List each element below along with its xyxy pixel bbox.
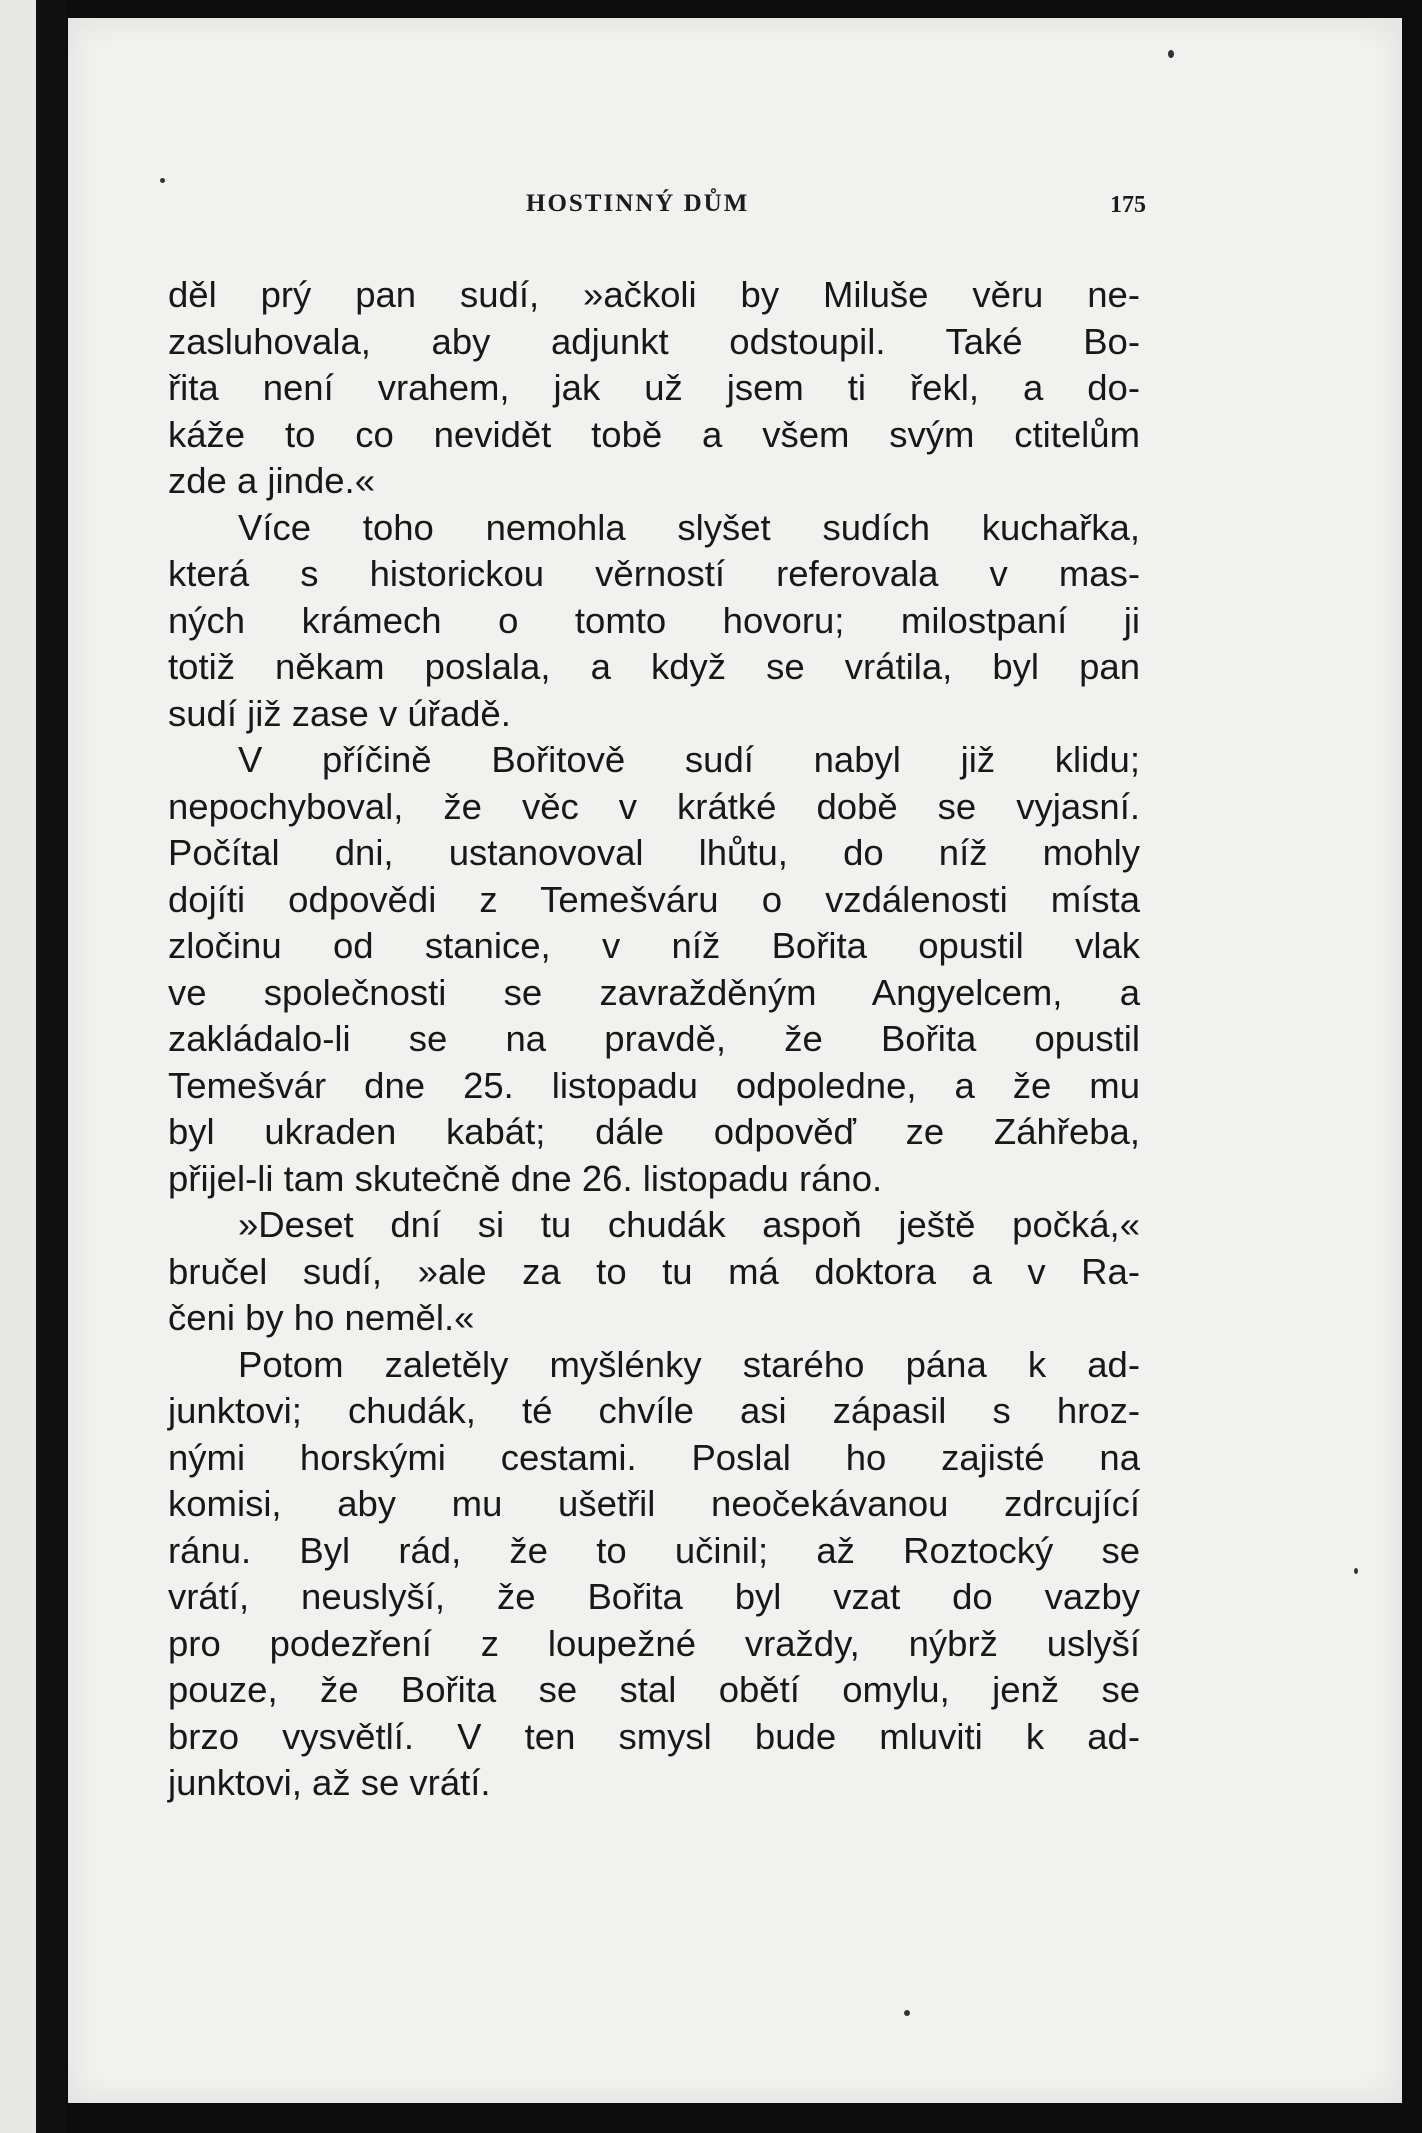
running-head: HOSTINNÝ DŮM bbox=[526, 190, 750, 217]
text-line: junktovi; chudák, té chvíle asi zápasil s hroz- bbox=[168, 1390, 1140, 1431]
text-line: byl ukraden kabát; dále odpověď ze Záhřeba, bbox=[168, 1111, 1140, 1152]
body-text bbox=[168, 272, 1140, 1807]
text-line: nepochyboval, že věc v krátké době se vyjasní. bbox=[168, 785, 1140, 827]
text-line: čeni by ho neměl.« bbox=[168, 1297, 475, 1338]
page-header bbox=[526, 190, 1146, 230]
text-line: ných krámech o tomto hovoru; milostpaní ji bbox=[168, 599, 1140, 641]
text-line: ve společnosti se zavražděným Angyelcem, a bbox=[168, 971, 1140, 1013]
text-line: řita není vrahem, jak už jsem ti řekl, a do- bbox=[168, 367, 1140, 408]
text-line: dojíti odpovědi z Temešváru o vzdálenosti místa bbox=[168, 878, 1140, 920]
text-line: přijel-li tam skutečně dne 26. listopadu ráno. bbox=[168, 1157, 883, 1199]
page-number: 175 bbox=[1110, 192, 1146, 218]
text-line: brzo vysvětlí. V ten smysl bude mluviti k ad- bbox=[168, 1715, 1140, 1757]
paper-speck bbox=[1354, 1568, 1358, 1574]
facing-page-edge bbox=[0, 0, 36, 2133]
text-line: sudí již zase v úřadě. bbox=[168, 692, 511, 734]
text-line: děl prý pan sudí, »ačkoli by Miluše věru ne- bbox=[168, 274, 1140, 315]
text-line: která s historickou věrností referovala v mas- bbox=[168, 553, 1140, 594]
text-line: zde a jinde.« bbox=[168, 460, 375, 501]
text-line: zločinu od stanice, v níž Bořita opustil vlak bbox=[168, 925, 1140, 966]
text-line: Počítal dni, ustanovoval lhůtu, do níž mohly bbox=[168, 832, 1140, 873]
text-line: junktovi, až se vrátí. bbox=[168, 1762, 491, 1803]
paper-speck bbox=[160, 178, 165, 183]
text-line: vrátí, neuslyší, že Bořita byl vzat do vazby bbox=[168, 1576, 1140, 1617]
book-gutter bbox=[36, 0, 66, 2133]
text-line: Více toho nemohla slyšet sudích kuchařka, bbox=[238, 506, 1140, 548]
text-line: Potom zaletěly myšlénky starého pána k ad- bbox=[238, 1343, 1140, 1385]
text-line: pro podezření z loupežné vraždy, nýbrž uslyší bbox=[168, 1622, 1140, 1664]
paper-speck bbox=[1168, 50, 1174, 58]
paper-speck bbox=[904, 2010, 910, 2016]
text-line: zakládalo-li se na pravdě, že Bořita opustil bbox=[168, 1018, 1140, 1059]
text-line: komisi, aby mu ušetřil neočekávanou zdrcující bbox=[168, 1483, 1140, 1524]
text-line: ránu. Byl rád, že to učinil; až Roztocký se bbox=[168, 1529, 1140, 1571]
text-line: káže to co nevidět tobě a všem svým ctitelům bbox=[168, 413, 1140, 455]
text-line: pouze, že Bořita se stal obětí omylu, jenž se bbox=[168, 1669, 1140, 1710]
text-line: Temešvár dne 25. listopadu odpoledne, a že mu bbox=[168, 1064, 1140, 1106]
text-line: nými horskými cestami. Poslal ho zajisté na bbox=[168, 1436, 1140, 1478]
text-line: zasluhovala, aby adjunkt odstoupil. Také Bo- bbox=[168, 320, 1140, 362]
text-line: V příčině Bořitově sudí nabyl již klidu; bbox=[238, 739, 1140, 780]
text-line: totiž někam poslala, a když se vrátila, byl pan bbox=[168, 646, 1140, 687]
text-line: »Deset dní si tu chudák aspoň ještě počká,« bbox=[238, 1204, 1140, 1245]
text-line: bručel sudí, »ale za to tu má doktora a v Ra- bbox=[168, 1250, 1140, 1292]
